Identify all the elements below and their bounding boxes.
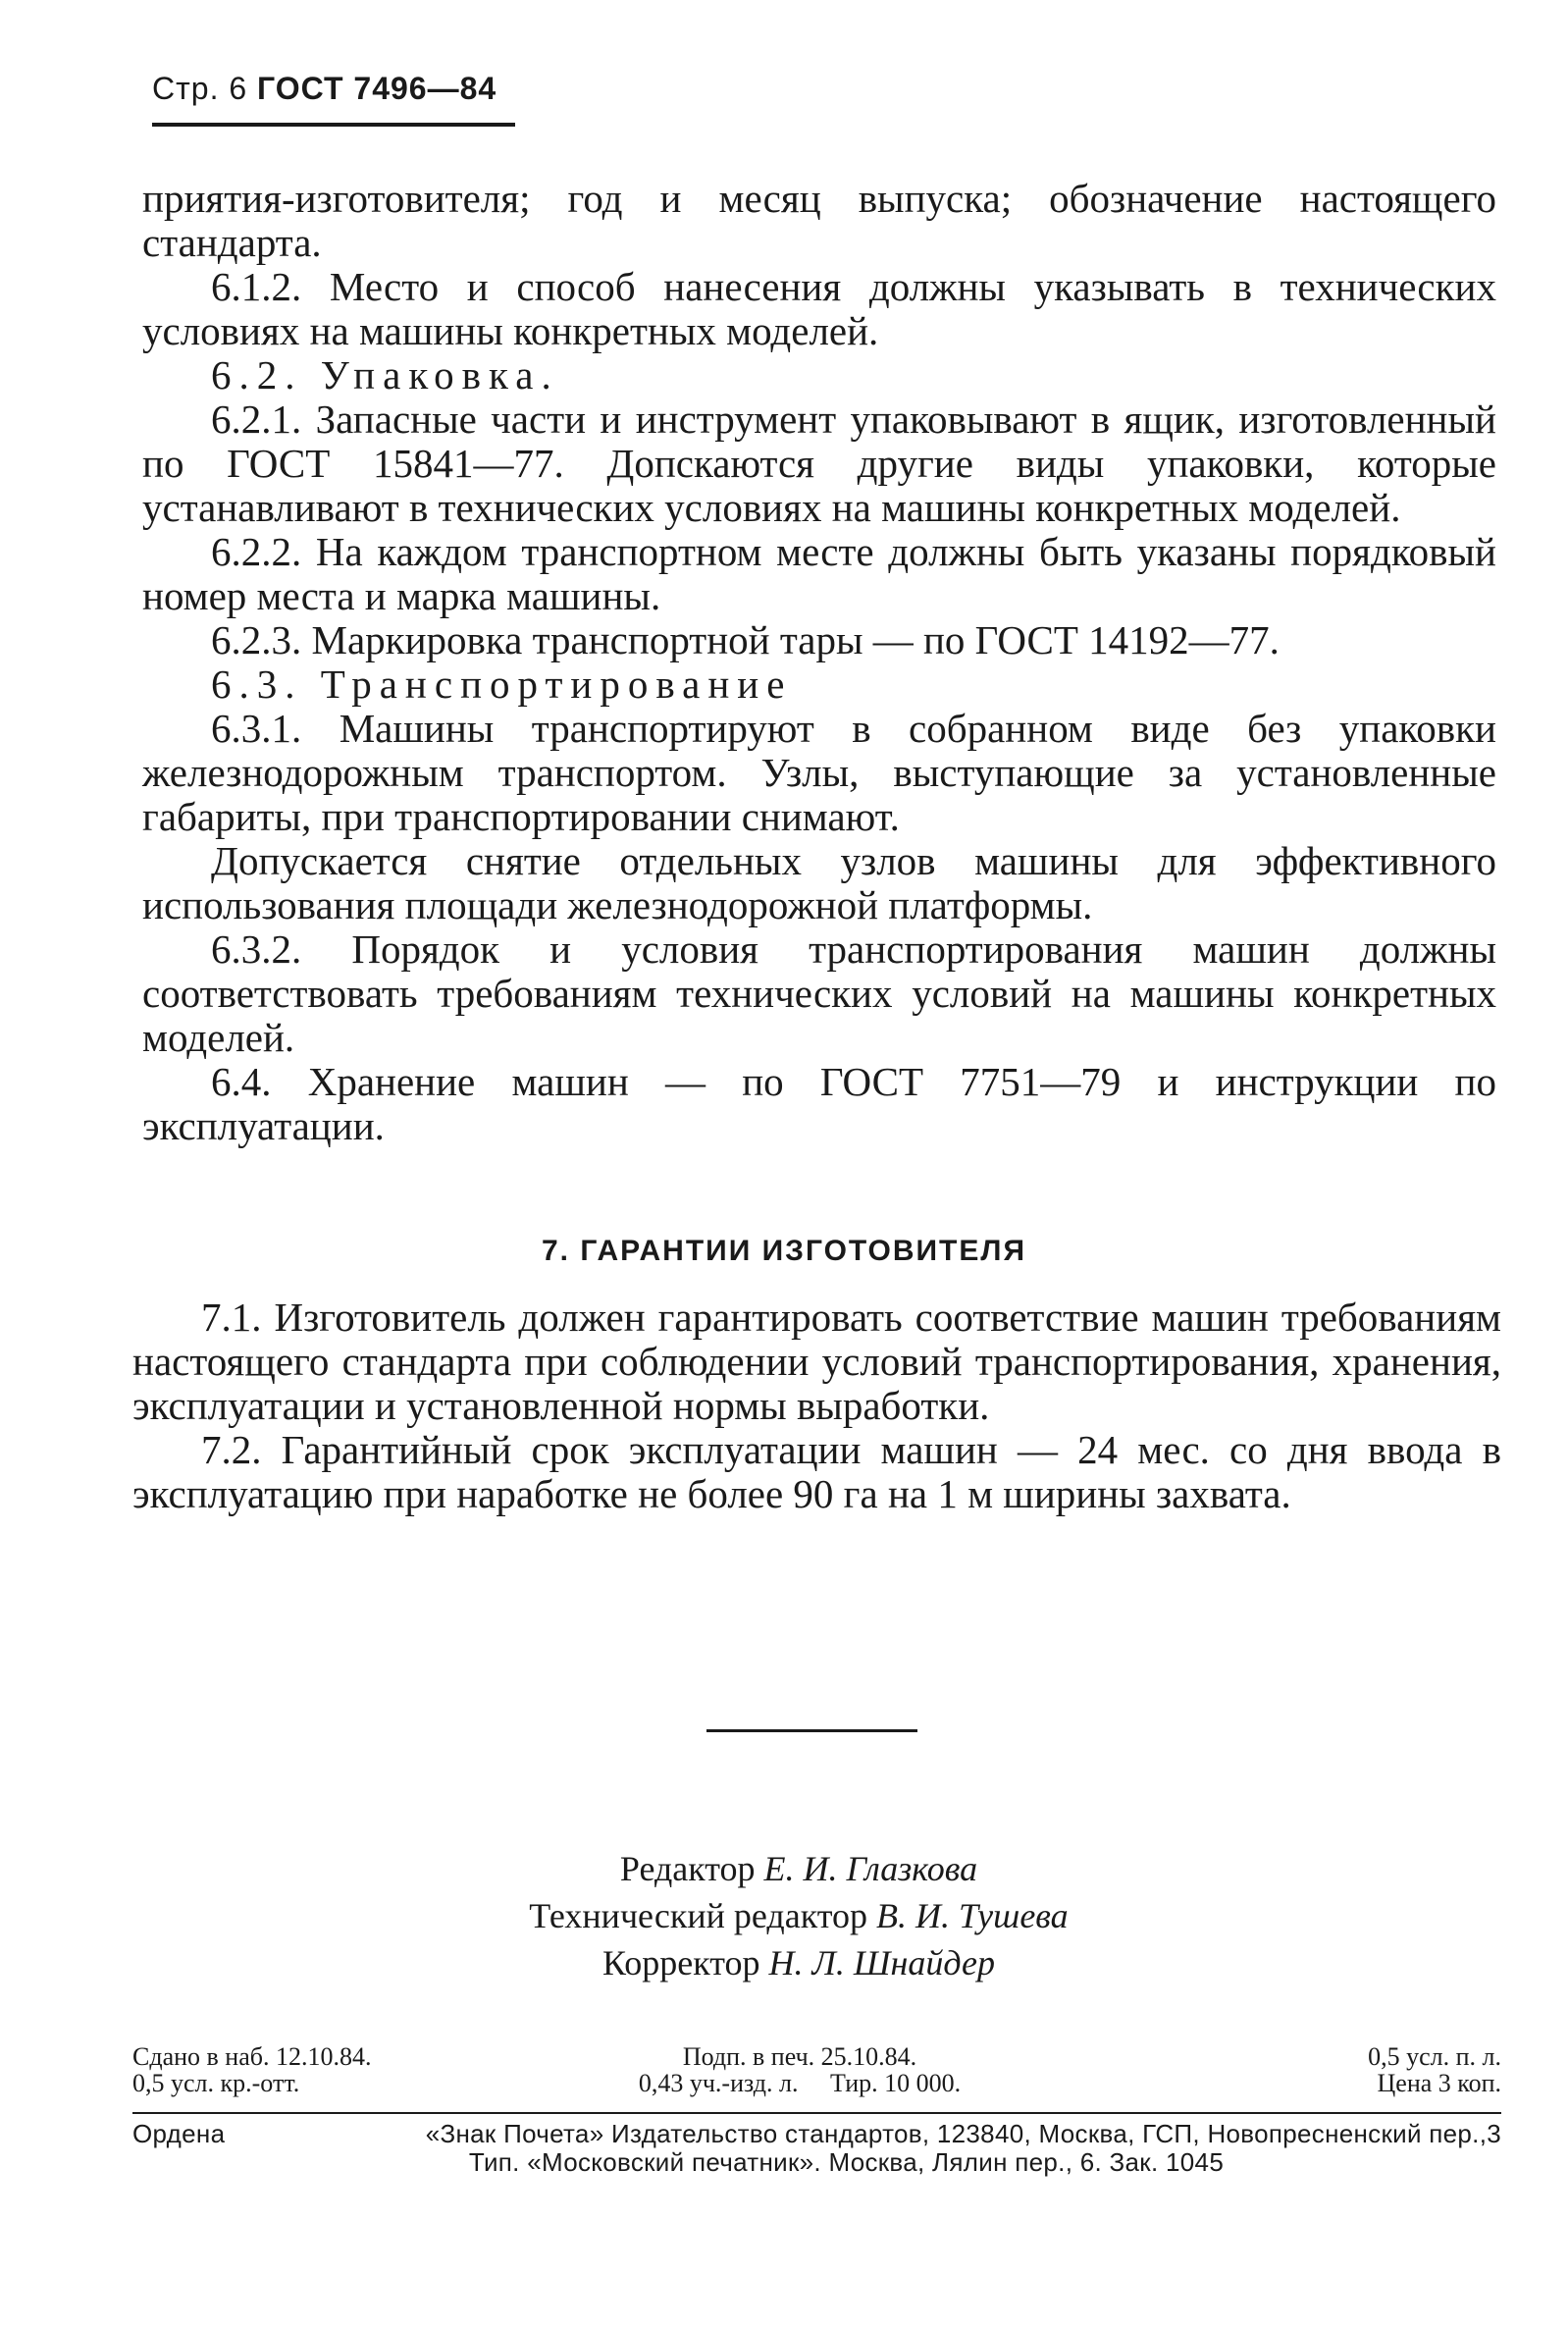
imprint-circulation: 0,43 уч.-изд. л. Тир. 10 000. (638, 2069, 962, 2097)
heading-6-2: 6.2. Упаковка. (211, 352, 559, 397)
paragraph-continuation: приятия-изготовителя; год и месяц выпуска; обозначение настоящего стандарта. (142, 176, 1496, 265)
tech-editor-line (29, 1892, 1568, 1939)
header-rule (152, 123, 515, 127)
publisher-address: «Знак Почета» Издательство стандартов, 123840, Москва, ГСП, Новопресненский пер.,3 (425, 2119, 1501, 2148)
section-7-title: 7. ГАРАНТИИ ИЗГОТОВИТЕЛЯ (541, 1235, 1026, 1267)
page-header (152, 71, 497, 107)
publisher-line-1 (132, 2120, 1501, 2148)
printer-line: Тип. «Московский печатник». Москва, Лялин пер., 6. Зак. 1045 (468, 2147, 1225, 2177)
tech-editor-name: В. И. Тушева (876, 1896, 1069, 1935)
paragraph-6-3-1: 6.3.1. Машины транспортируют в собранном виде без упаковки железнодорожным транспортом. Узлы, выступающие за установленные габариты, при транспортировании снимают. (142, 706, 1496, 839)
credits-block (0, 1845, 1568, 1986)
publisher-block (132, 2120, 1501, 2177)
section-divider (706, 1729, 917, 1732)
editor-line (29, 1845, 1568, 1892)
main-text (142, 177, 1496, 1148)
imprint-rule (132, 2112, 1501, 2114)
imprint-price: Цена 3 коп. (1377, 2069, 1501, 2097)
imprint-signed: Подп. в печ. 25.10.84. (682, 2042, 917, 2071)
paragraph-6-2-2: 6.2.2. На каждом транспортном месте должны быть указаны порядковый номер места и марка машины. (142, 529, 1496, 618)
corrector-name: Н. Л. Шнайдер (768, 1943, 995, 1982)
paragraph-6-4: 6.4. Хранение машин — по ГОСТ 7751—79 и инструкции по эксплуатации. (142, 1059, 1496, 1148)
corrector-role: Корректор (602, 1943, 760, 1982)
publisher-order: Ордена (132, 2119, 226, 2148)
editor-role: Редактор (619, 1849, 756, 1888)
page-number: Стр. 6 (152, 71, 248, 106)
imprint-block (132, 2043, 1501, 2096)
paragraph-7-2: 7.2. Гарантийный срок эксплуатации машин — 24 мес. со дня ввода в эксплуатацию при наработке не более 90 га на 1 м ширины захвата. (132, 1427, 1501, 1516)
standard-designation: ГОСТ 7496—84 (257, 71, 497, 106)
imprint-row (132, 2070, 1501, 2096)
heading-6-3: 6.3. Транспортирование (211, 661, 793, 707)
paragraph-6-1-2: 6.1.2. Место и способ нанесения должны указывать в технических условиях на машины конкретных моделей. (142, 264, 1496, 353)
paragraph-6-3-1-note: Допускается снятие отдельных узлов машины для эффективного использования площади железнодорожной платформы. (142, 838, 1496, 927)
paragraph-6-3-2: 6.3.2. Порядок и условия транспортирования машин должны соответствовать требованиям технических условий на машины конкретных моделей. (142, 926, 1496, 1060)
paragraph-6-2-1: 6.2.1. Запасные части и инструмент упаковывают в ящик, изготовленный по ГОСТ 15841—77. Допскаются другие виды упаковки, которые устанавливают в технических условиях на машины конкретных моделей. (142, 396, 1496, 530)
imprint-print-sheets: 0,5 усл. п. л. (1368, 2042, 1501, 2071)
imprint-submitted: Сдано в наб. 12.10.84. (132, 2042, 372, 2071)
imprint-row (132, 2043, 1501, 2070)
corrector-line (29, 1939, 1568, 1986)
section-7-text (132, 1295, 1501, 1516)
paragraph-7-1: 7.1. Изготовитель должен гарантировать соответствие машин требованиям настоящего стандарта при соблюдении условий транспортирования, хранения, эксплуатации и установленной нормы выработки. (132, 1295, 1501, 1428)
imprint-color-prints: 0,5 усл. кр.-отт. (132, 2069, 300, 2097)
tech-editor-role: Технический редактор (529, 1896, 868, 1935)
paragraph-6-2-3: 6.2.3. Маркировка транспортной тары — по ГОСТ 14192—77. (211, 617, 1280, 662)
editor-name: Е. И. Глазкова (763, 1849, 978, 1888)
